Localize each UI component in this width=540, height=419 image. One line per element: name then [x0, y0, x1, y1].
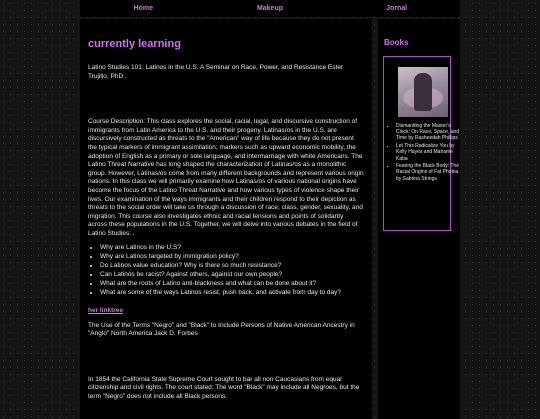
books-sidebar	[378, 19, 460, 419]
spacer	[88, 339, 364, 376]
question-item: • Can Latinos be racist? Against others, against our own people?	[100, 270, 364, 279]
sidebar-title: Books	[384, 38, 409, 47]
linktree-link[interactable]: her linktree	[88, 306, 124, 314]
spacer	[88, 81, 364, 118]
nav-link-jornal[interactable]: Jornal	[386, 5, 408, 12]
main-content	[80, 19, 372, 419]
book-cover-image	[398, 67, 448, 117]
top-nav	[80, 0, 460, 17]
cover-art-figure	[414, 73, 432, 111]
book-list-box	[383, 56, 460, 231]
book-item: • Fearing the Black Body: The Racial Origins of Fat Phobia by Sabrina Strings	[396, 163, 460, 182]
question-item: • Why are Latinos targeted by immigration policy?	[100, 252, 364, 261]
question-item: • Do Latinos value education? Why is there so much resistance?	[100, 261, 364, 270]
course-description: Course Description: This class explores the social, racial, legal, and discursive construction of immigrants from Latin America to the U.S. and their progeny. Latinas/os in the U.S. are discursively constructed as threats to the "American" way of life because they do not present the typical markers of immigrant assimilation; markers such as upward economic mobility, the adoption of English as a primary or sole language, and intermarriage with white Americans. The Latino Threat Narrative has long shaped the characterization of Latinas/os as a monolithic group. However, Latinas/os come from many different backgrounds and represent various origin nations. In this class we will primarily examine how Latinas/os of various national origins have become the focus of the Latino Threat Narrative and how various types of violence shape their lives. Our examination of the ways immigrants and their children respond to their depiction as threats to the social order will take us through a discussion of race, class, gender, sexuality, and migration. This course also investigates ethnic and racial tensions and points of solidarity across these populations in the U.S. Together, we will delve into various debates in the field of Latino Studies: .	[88, 118, 364, 237]
article-text: In 1854 the California State Supreme Court sought to bar all non Caucasians from equal citizenship and civil rights. The court stated: The word "Black" may include all Negroes, but the term "Negro" does not include all Black persons.	[88, 375, 360, 400]
page-title: currently learning	[88, 38, 181, 50]
question-item: • What are some of the ways Latinos resist, push back, and activate from day to day?	[100, 288, 364, 297]
question-item: • What are the roots of Latino anti-blackness and what can be done about it?	[100, 279, 364, 288]
question-list	[88, 243, 364, 297]
course-title: Latino Studies 101: Latinos in the U.S. A Seminar on Race, Power, and Resistance Ester Trujillo, PhD .	[88, 64, 344, 80]
nav-link-home[interactable]: Home	[133, 5, 154, 12]
question-item: • Why are Latinos in the U.S?	[100, 243, 364, 252]
nav-link-makeup[interactable]: Makeup	[256, 5, 283, 12]
book-item: • Let This Radicalize You by Kelly Hayes and Mariame Kaba	[396, 143, 460, 162]
book-list	[384, 123, 460, 183]
article-title: The Use of the Terms "Negro" and "Black" to Include Persons of Native American Ancestry in "Anglo" North America Jack D. Forbes	[88, 321, 355, 338]
book-item: • Dismantling the Master's Clock: On Race, Space, and Time by Rasheedah Phillips	[396, 123, 460, 142]
